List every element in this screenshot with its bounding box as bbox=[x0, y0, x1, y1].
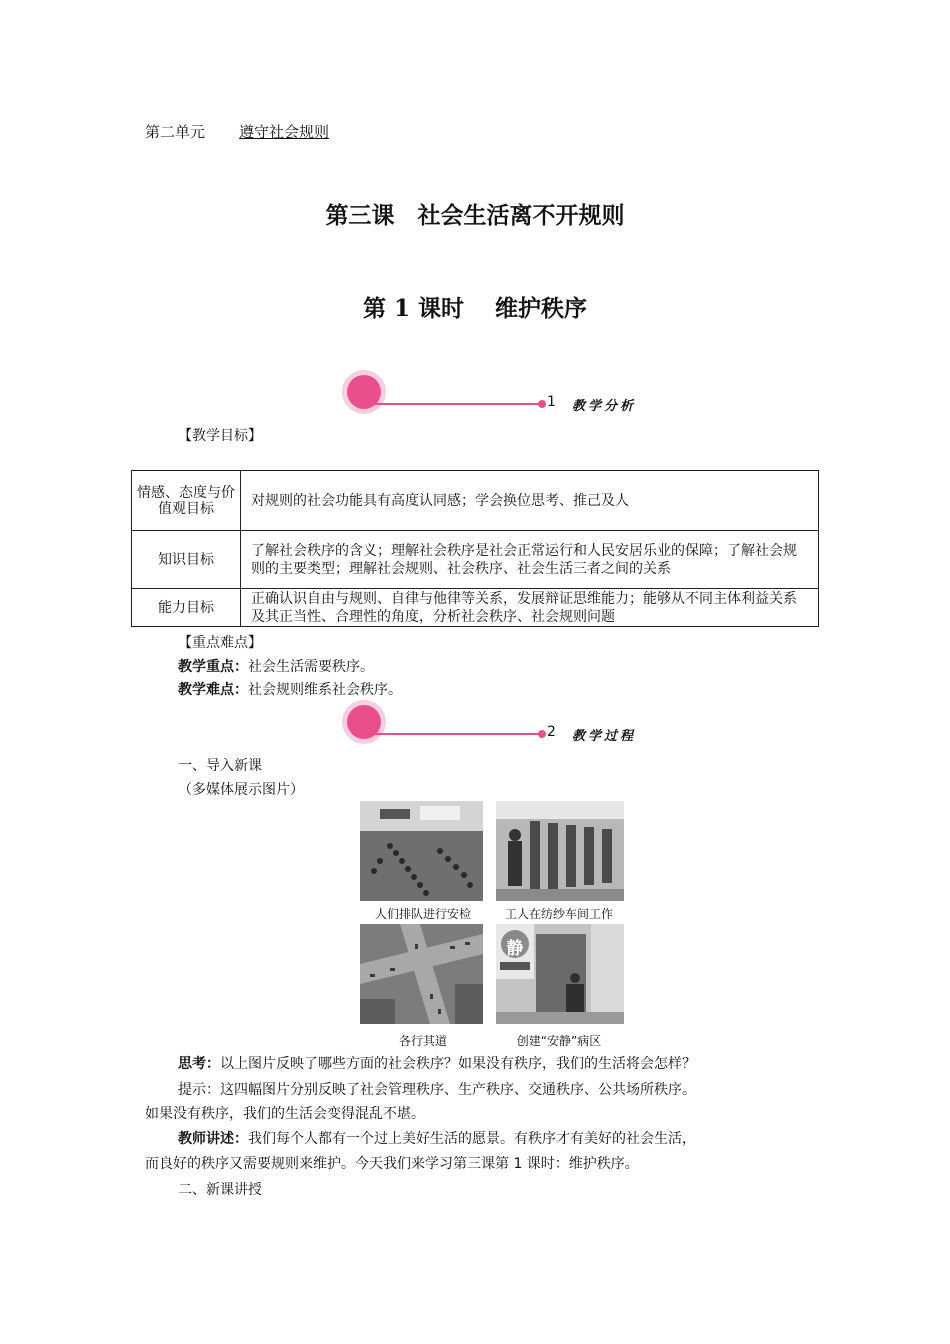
photo-textile-workshop bbox=[496, 801, 624, 901]
focus-text: 社会生活需要秩序。 bbox=[248, 659, 374, 675]
goal-label: 知识目标 bbox=[132, 531, 241, 589]
difficulty-label: 教学难点： bbox=[178, 682, 248, 698]
table-row bbox=[132, 471, 819, 531]
focus-label: 教学重点： bbox=[178, 659, 248, 675]
think-text: 以上图片反映了哪些方面的社会秩序？如果没有秩序，我们的生活将会怎样？ bbox=[220, 1056, 696, 1072]
photo-grid bbox=[358, 801, 626, 1051]
teacher-line-1: 我们每个人都有一个过上美好生活的愿景。有秩序才有美好的社会生活， bbox=[248, 1131, 696, 1147]
unit-header bbox=[145, 121, 329, 142]
section-intro: 一、导入新课 bbox=[178, 758, 262, 774]
think-question bbox=[178, 1054, 696, 1074]
goals-table bbox=[131, 470, 819, 627]
multimedia-note: （多媒体展示图片） bbox=[178, 782, 304, 798]
section-banner-process bbox=[342, 700, 672, 750]
banner-number: 1 bbox=[547, 394, 556, 410]
banner-text: 教学分析 bbox=[572, 399, 637, 414]
banner-number: 2 bbox=[547, 724, 556, 740]
teacher-label: 教师讲述： bbox=[178, 1131, 248, 1147]
teaching-focus bbox=[178, 657, 374, 677]
banner-text: 教学过程 bbox=[572, 729, 637, 744]
hint-line-2: 如果没有秩序，我们的生活会变得混乱不堪。 bbox=[145, 1106, 425, 1122]
difficulty-text: 社会规则维系社会秩序。 bbox=[248, 682, 402, 698]
goal-content: 对规则的社会功能具有高度认同感；学会换位思考、推己及人 bbox=[241, 471, 819, 531]
quiet-sign: 静 bbox=[506, 939, 524, 959]
photo-caption: 人们排队进行安检 bbox=[374, 907, 471, 921]
think-label: 思考： bbox=[178, 1056, 220, 1072]
unit-label: 第二单元 bbox=[145, 123, 206, 141]
table-row bbox=[132, 589, 819, 627]
photo-caption: 创建“安静”病区 bbox=[516, 1034, 602, 1048]
period-title: 第 1 课时 维护秩序 bbox=[362, 295, 588, 322]
banner-circle-icon bbox=[342, 700, 386, 744]
section-new-lesson: 二、新课讲授 bbox=[178, 1182, 262, 1198]
banner-circle-icon bbox=[342, 370, 386, 414]
teacher-line-2: 而良好的秩序又需要规则来维护。今天我们来学习第三课第 1 课时：维护秩序。 bbox=[145, 1156, 639, 1172]
photo-caption: 工人在纺纱车间工作 bbox=[504, 907, 613, 921]
goal-content: 了解社会秩序的含义；理解社会秩序是社会正常运行和人民安居乐业的保障；了解社会规则的主要类型；理解社会规则、社会秩序、社会生活三者之间的关系 bbox=[241, 531, 819, 589]
keypoints-heading: 【重点难点】 bbox=[178, 635, 262, 651]
photo-queue-security bbox=[360, 801, 483, 901]
photo-intersection bbox=[360, 924, 483, 1024]
unit-title: 遵守社会规则 bbox=[239, 123, 330, 141]
teaching-difficulty bbox=[178, 680, 402, 700]
photo-caption: 各行其道 bbox=[398, 1034, 447, 1048]
goal-label: 情感、态度与价值观目标 bbox=[132, 471, 241, 531]
teacher-statement bbox=[178, 1129, 696, 1149]
table-row bbox=[132, 531, 819, 589]
hint-line-1: 提示：这四幅图片分别反映了社会管理秩序、生产秩序、交通秩序、公共场所秩序。 bbox=[178, 1082, 696, 1098]
section-banner-analysis bbox=[342, 370, 672, 420]
goal-content: 正确认识自由与规则、自律与他律等关系，发展辩证思维能力；能够从不同主体利益关系及其正当性、合理性的角度，分析社会秩序、社会规则问题 bbox=[241, 589, 819, 627]
lesson-title: 第三课 社会生活离不开规则 bbox=[325, 202, 625, 229]
goals-heading: 【教学目标】 bbox=[178, 428, 262, 444]
goal-label: 能力目标 bbox=[132, 589, 241, 627]
photo-quiet-ward bbox=[496, 924, 624, 1024]
